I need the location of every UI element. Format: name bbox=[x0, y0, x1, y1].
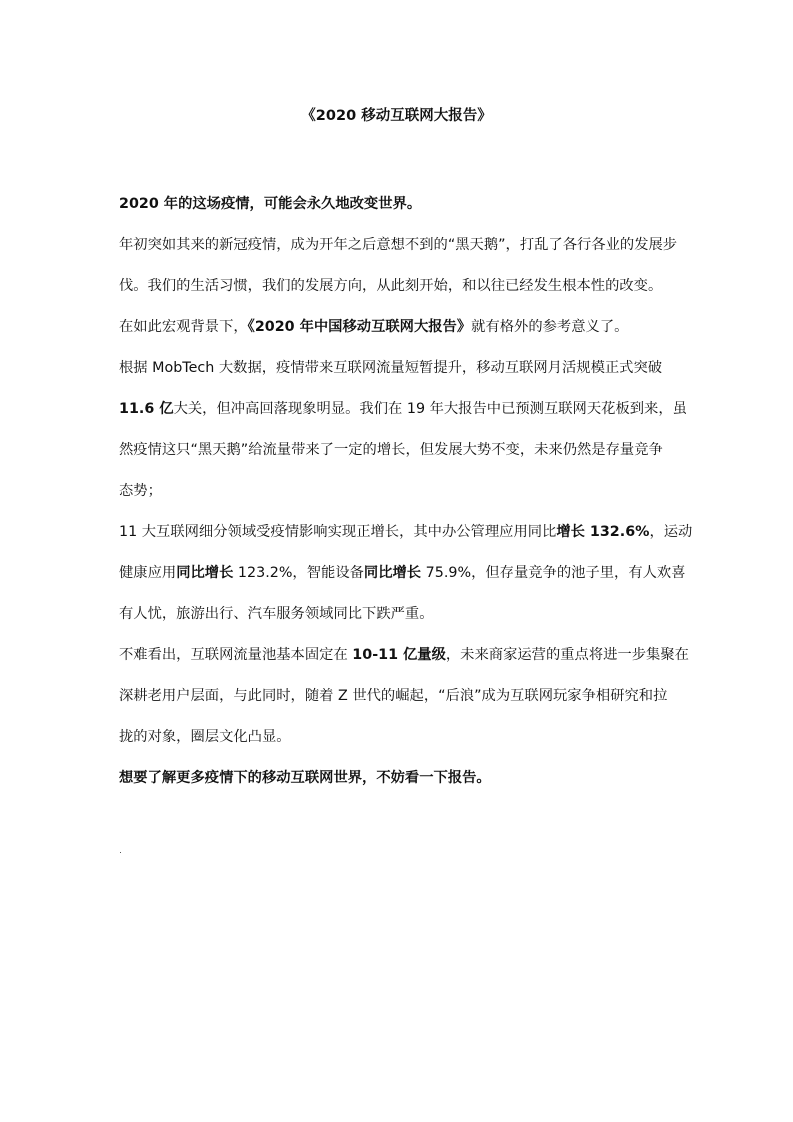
traffic-pool-size: 10-11 亿量级 bbox=[352, 647, 446, 663]
para2-line bbox=[119, 307, 679, 348]
mau-figure: 11.6 亿 bbox=[119, 401, 174, 417]
report-name: 《2020 年中国移动互联网大报告》 bbox=[247, 319, 472, 335]
para5-line2: 深耕老用户层面，与此同时，随着 Z 世代的崛起，“后浪”成为互联网玩家争相研究和拉 bbox=[119, 688, 668, 704]
para3-line4: 态势； bbox=[119, 483, 162, 499]
para1-line1: 年初突如其来的新冠疫情，成为开年之后意想不到的“黑天鹅”，打乱了各行各业的发展步 bbox=[119, 237, 678, 253]
stray-mark bbox=[120, 852, 121, 853]
para4-line1-text: 11 大互联网细分领域受疫情影响实现正增长，其中办公管理应用同比 bbox=[119, 524, 557, 540]
closing-sentence: 想要了解更多疫情下的移动互联网世界，不妨看一下报告。 bbox=[119, 770, 491, 786]
para4-line2-e: 75.9%，但存量竞争的池子里，有人欢喜 bbox=[421, 565, 686, 581]
para5-line1-c: ，未来商家运营的重点将进一步集聚在 bbox=[445, 647, 689, 663]
para4-line3: 有人忧，旅游出行、汽车服务领域同比下跌严重。 bbox=[119, 606, 434, 622]
para4-line2 bbox=[119, 553, 686, 594]
para5-line1-a: 不难看出，互联网流量池基本固定在 bbox=[119, 647, 353, 663]
para2-suffix: 就有格外的参考意义了。 bbox=[471, 319, 629, 335]
para3-line2 bbox=[119, 389, 687, 430]
para4-line1 bbox=[119, 512, 693, 553]
para3-line2-text: 大关，但冲高回落现象明显。我们在 19 年大报告中已预测互联网天花板到来，虽 bbox=[173, 401, 687, 417]
document-title: 《2020 移动互联网大报告》 bbox=[301, 108, 492, 124]
device-growth-label: 同比增长 bbox=[363, 565, 422, 581]
lead-sentence: 2020 年的这场疫情，可能会永久地改变世界。 bbox=[119, 196, 422, 212]
para5-line1 bbox=[119, 635, 689, 676]
office-growth: 增长 132.6% bbox=[556, 524, 650, 540]
document-body bbox=[119, 184, 693, 799]
para1-line2: 伐。我们的生活习惯，我们的发展方向，从此刻开始，和以往已经发生根本性的改变。 bbox=[119, 278, 663, 294]
para4-line2-c: 123.2%，智能设备 bbox=[233, 565, 364, 581]
health-growth-label: 同比增长 bbox=[176, 565, 234, 581]
para2-prefix: 在如此宏观背景下， bbox=[119, 319, 248, 335]
para3-line3: 然疫情这只“黑天鹅”给流量带来了一定的增长，但发展大势不变，未来仍然是存量竞争 bbox=[119, 442, 663, 458]
para3-line1: 根据 MobTech 大数据，疫情带来互联网流量短暂提升，移动互联网月活规模正式突破 bbox=[119, 360, 663, 376]
para4-line1-end: ，运动 bbox=[649, 524, 693, 540]
para5-line3: 拢的对象，圈层文化凸显。 bbox=[119, 729, 291, 745]
para4-line2-a: 健康应用 bbox=[119, 565, 177, 581]
